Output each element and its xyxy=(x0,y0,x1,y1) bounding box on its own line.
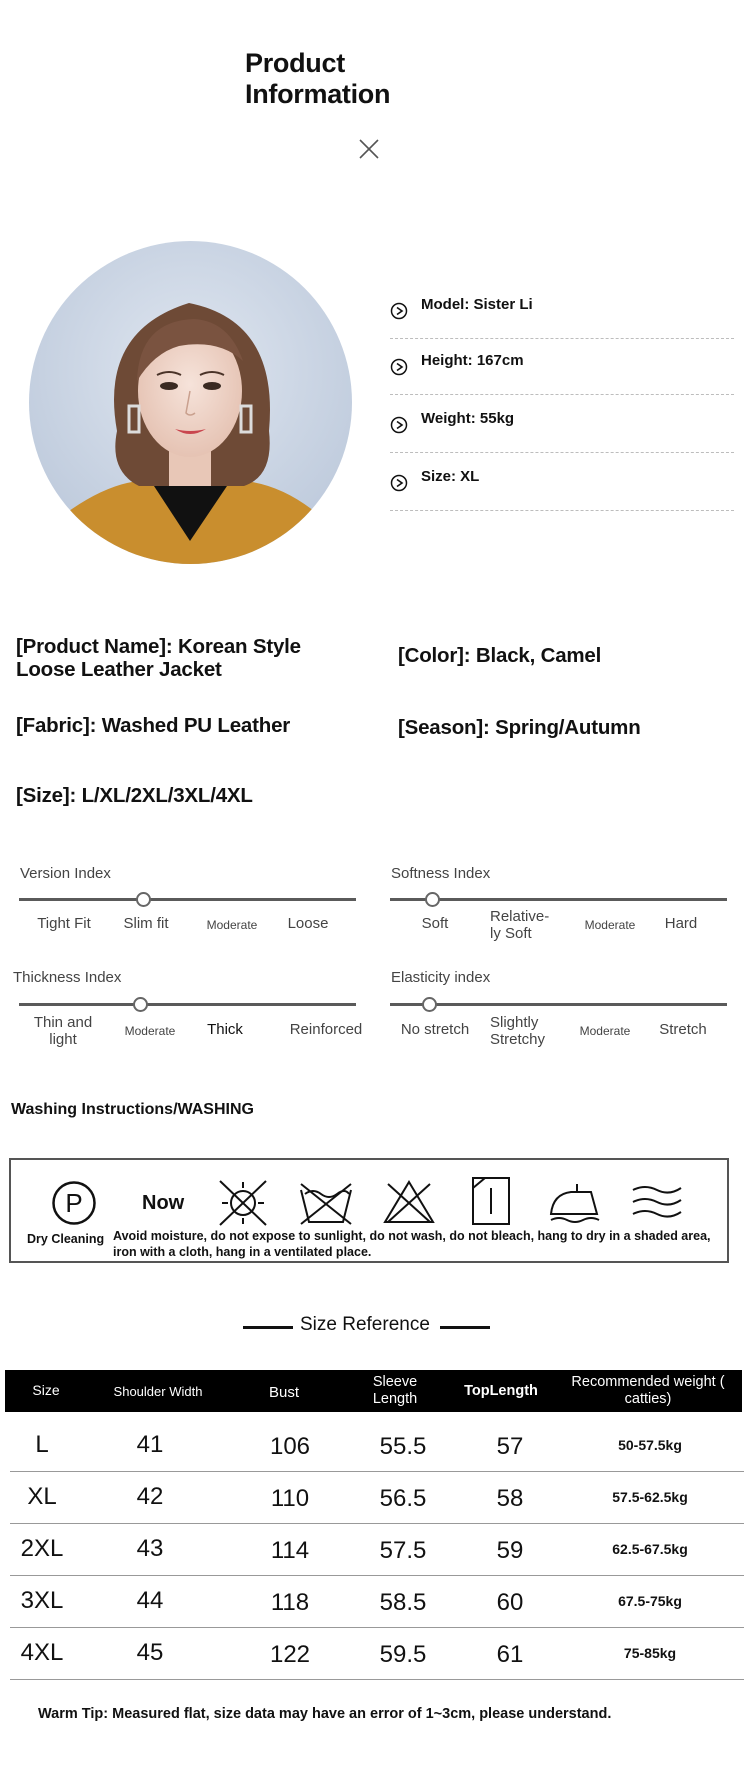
th-sleeve xyxy=(355,1374,435,1408)
softness-label-relatively-1: Relative- xyxy=(490,908,550,925)
th-weight-2: catties) xyxy=(624,1391,672,1407)
cell-length: 60 xyxy=(496,1589,524,1616)
cell-length: 59 xyxy=(496,1537,524,1564)
cell-bust: 122 xyxy=(269,1641,311,1668)
cell-bust: 114 xyxy=(270,1537,310,1564)
cell-size: XL xyxy=(27,1483,57,1510)
thickness-label-reinforced: Reinforced xyxy=(289,1021,363,1038)
title-line-2: Information xyxy=(245,79,391,109)
cell-sleeve: 56.5 xyxy=(379,1485,427,1512)
th-weight xyxy=(557,1374,739,1408)
model-weight: Weight: 55kg xyxy=(421,410,515,427)
cell-bust: 118 xyxy=(270,1589,310,1616)
version-label-moderate: Moderate xyxy=(206,918,258,932)
close-icon xyxy=(358,138,380,160)
elasticity-label-moderate: Moderate xyxy=(579,1024,631,1038)
model-info-size xyxy=(390,452,734,511)
title-line-1: Product xyxy=(245,48,345,78)
thickness-label-thick: Thick xyxy=(207,1021,243,1038)
play-arrow-icon xyxy=(390,358,408,376)
size-ref-right-line xyxy=(440,1326,490,1329)
table-row xyxy=(10,1575,744,1628)
softness-label-soft: Soft xyxy=(421,915,449,932)
washing-title: Washing Instructions/WASHING xyxy=(11,1101,254,1118)
elasticity-label-nostretch: No stretch xyxy=(400,1021,470,1038)
hang-dry-shade-icon xyxy=(471,1176,511,1226)
model-info-name xyxy=(390,280,734,339)
model-info-weight xyxy=(390,394,734,453)
cell-length: 58 xyxy=(496,1485,524,1512)
model-size: Size: XL xyxy=(421,468,480,485)
page-title xyxy=(245,48,390,110)
cell-length: 57 xyxy=(496,1433,524,1460)
softness-label-hard: Hard xyxy=(664,915,698,932)
cell-size: 2XL xyxy=(20,1535,64,1562)
dry-cleaning-icon xyxy=(51,1180,97,1226)
cell-shoulder: 42 xyxy=(136,1483,164,1510)
thickness-label-thin-2: light xyxy=(49,1031,77,1048)
version-label-slim: Slim fit xyxy=(123,915,169,932)
version-label-tight: Tight Fit xyxy=(37,915,91,932)
warm-tip: Warm Tip: Measured flat, size data may have an error of 1~3cm, please understand. xyxy=(38,1706,612,1722)
cell-bust: 106 xyxy=(269,1433,311,1460)
table-row xyxy=(10,1419,744,1472)
play-arrow-icon xyxy=(390,416,408,434)
thickness-index-title: Thickness Index xyxy=(13,969,122,986)
version-index-title: Version Index xyxy=(20,865,111,882)
cell-shoulder: 45 xyxy=(136,1639,164,1666)
ventilate-icon xyxy=(631,1182,683,1222)
iron-icon xyxy=(547,1180,603,1226)
no-sunlight-icon xyxy=(216,1178,270,1228)
softness-label-relatively-2: ly Soft xyxy=(490,925,532,942)
product-size: [Size]: L/XL/2XL/3XL/4XL xyxy=(16,784,253,807)
cell-sleeve: 57.5 xyxy=(379,1537,427,1564)
elasticity-index-knob xyxy=(422,997,437,1012)
cell-shoulder: 43 xyxy=(136,1535,164,1562)
cell-size: L xyxy=(35,1431,49,1458)
cell-weight: 57.5-62.5kg xyxy=(612,1489,688,1505)
size-reference-title: Size Reference xyxy=(300,1314,430,1335)
softness-index-title: Softness Index xyxy=(391,865,491,882)
th-top-length: TopLength xyxy=(464,1383,538,1399)
model-name: Model: Sister Li xyxy=(421,296,533,313)
size-ref-left-line xyxy=(243,1326,293,1329)
model-portrait xyxy=(29,241,352,564)
elasticity-label-slightly xyxy=(490,1014,562,1048)
version-index-knob xyxy=(136,892,151,907)
washing-note: Avoid moisture, do not expose to sunlight, do not wash, do not bleach, hang to dry in a shaded area, iron with a cloth, hang in a ventilated place. xyxy=(113,1229,711,1259)
do-not-wash-icon xyxy=(297,1180,355,1226)
softness-label-relatively xyxy=(490,908,562,942)
cell-bust: 110 xyxy=(270,1485,310,1512)
table-row xyxy=(10,1523,744,1576)
dry-cleaning-label: Dry Cleaning xyxy=(27,1232,105,1246)
model-height: Height: 167cm xyxy=(421,352,524,369)
cell-shoulder: 44 xyxy=(136,1587,164,1614)
elasticity-index-title: Elasticity index xyxy=(391,969,491,986)
thickness-label-thin-1: Thin and xyxy=(33,1014,93,1031)
th-bust: Bust xyxy=(268,1384,299,1401)
thickness-index-track xyxy=(19,1003,356,1006)
th-sleeve-1: Sleeve xyxy=(372,1374,418,1390)
cell-length: 61 xyxy=(496,1641,524,1668)
cell-shoulder: 41 xyxy=(136,1431,164,1458)
do-not-bleach-icon xyxy=(382,1178,436,1226)
softness-index-knob xyxy=(425,892,440,907)
model-info-height xyxy=(390,336,734,395)
softness-index-track xyxy=(390,898,727,901)
product-season: [Season]: Spring/Autumn xyxy=(398,716,641,739)
play-arrow-icon xyxy=(390,474,408,492)
cell-sleeve: 59.5 xyxy=(379,1641,427,1668)
version-label-loose: Loose xyxy=(287,915,329,932)
product-fabric: [Fabric]: Washed PU Leather xyxy=(16,714,291,737)
version-index-track xyxy=(19,898,356,901)
elasticity-index-track xyxy=(390,1003,727,1006)
cell-weight: 75-85kg xyxy=(623,1645,677,1661)
thickness-label-thin xyxy=(20,1014,106,1048)
product-name-line-2: Loose Leather Jacket xyxy=(16,658,222,681)
product-name-line-1: [Product Name]: Korean Style xyxy=(16,635,301,658)
play-arrow-icon xyxy=(390,302,408,320)
th-sleeve-2: Length xyxy=(372,1391,418,1407)
elasticity-label-stretch: Stretch xyxy=(659,1021,707,1038)
cell-weight: 67.5-75kg xyxy=(618,1593,682,1609)
th-weight-1: Recommended weight ( xyxy=(571,1374,725,1390)
cell-size: 3XL xyxy=(20,1587,64,1614)
now-label: Now xyxy=(142,1192,185,1214)
cell-weight: 50-57.5kg xyxy=(618,1437,682,1453)
thickness-label-moderate: Moderate xyxy=(124,1024,176,1038)
product-color: [Color]: Black, Camel xyxy=(398,644,602,667)
table-row xyxy=(10,1627,744,1680)
elasticity-label-slightly-2: Stretchy xyxy=(490,1031,546,1048)
product-name xyxy=(16,635,301,681)
th-shoulder: Shoulder Width xyxy=(113,1384,203,1399)
size-table-header xyxy=(5,1370,742,1412)
thickness-index-knob xyxy=(133,997,148,1012)
elasticity-label-slightly-1: Slightly xyxy=(490,1014,539,1031)
cell-size: 4XL xyxy=(20,1639,64,1666)
softness-label-moderate: Moderate xyxy=(584,918,636,932)
th-size: Size xyxy=(32,1382,60,1398)
svg-text:P: P xyxy=(65,1188,83,1218)
cell-sleeve: 55.5 xyxy=(379,1433,427,1460)
cell-sleeve: 58.5 xyxy=(379,1589,427,1616)
cell-weight: 62.5-67.5kg xyxy=(612,1541,688,1557)
table-row xyxy=(10,1471,744,1524)
